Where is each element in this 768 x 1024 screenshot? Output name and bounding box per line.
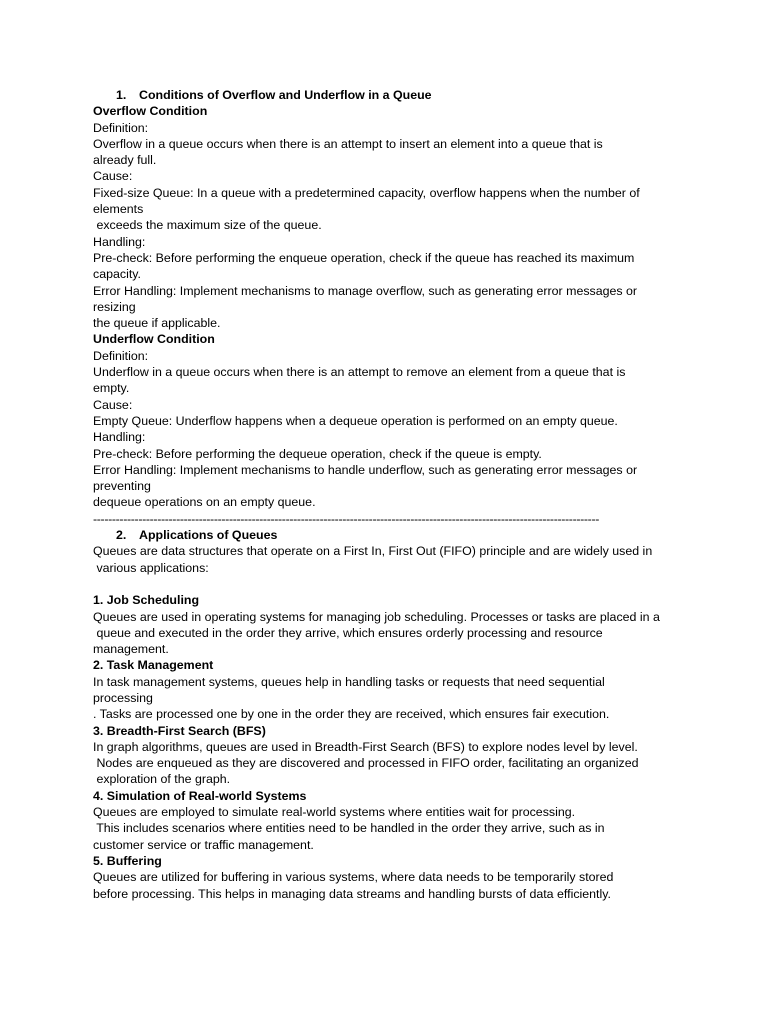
body-line: exploration of the graph.	[93, 772, 231, 787]
body-line: In graph algorithms, queues are used in Breadth-First Search (BFS) to explore nodes level by level.	[93, 739, 638, 754]
body-line: Definition:	[93, 348, 149, 363]
body-line: Error Handling: Implement mechanisms to handle underflow, such as generating error messages or	[93, 462, 638, 477]
body-line: Handling:	[93, 234, 146, 249]
section-1-number: 1.	[116, 88, 127, 102]
body-line: Empty Queue: Underflow happens when a dequeue operation is performed on an empty queue.	[93, 413, 618, 428]
body-line: the queue if applicable.	[93, 316, 221, 331]
application-item-bfs	[93, 723, 682, 788]
body-line: Pre-check: Before performing the enqueue operation, check if the queue has reached its maximum	[93, 250, 635, 265]
overflow-body	[93, 120, 682, 332]
application-item-task-management	[93, 657, 682, 722]
body-line: Fixed-size Queue: In a queue with a predetermined capacity, overflow happens when the number of	[93, 185, 640, 200]
intro-line: Queues are data structures that operate on a First In, First Out (FIFO) principle and are widely used in	[93, 544, 653, 559]
application-heading: 1. Job Scheduling	[93, 593, 200, 608]
body-line: dequeue operations on an empty queue.	[93, 495, 316, 510]
underflow-heading: Underflow Condition	[93, 332, 215, 347]
body-line: In task management systems, queues help in handling tasks or requests that need sequential	[93, 674, 605, 689]
body-line: preventing	[93, 479, 151, 494]
application-heading: 2. Task Management	[93, 658, 214, 673]
application-item-job-scheduling	[93, 592, 682, 657]
body-line: Queues are used in operating systems for managing job scheduling. Processes or tasks are placed in a	[93, 609, 660, 624]
body-line: Pre-check: Before performing the dequeue operation, check if the queue is empty.	[93, 446, 542, 461]
section-2-intro	[93, 543, 682, 576]
application-heading: 5. Buffering	[93, 853, 162, 868]
body-line: management.	[93, 642, 169, 657]
body-line: . Tasks are processed one by one in the order they are received, which ensures fair execution.	[93, 707, 610, 722]
section-1-heading	[93, 87, 682, 103]
body-line: Queues are employed to simulate real-world systems where entities wait for processing.	[93, 805, 576, 820]
body-line: empty.	[93, 381, 130, 396]
application-item-simulation	[93, 788, 682, 853]
body-line: queue and executed in the order they arrive, which ensures orderly processing and resource	[93, 625, 603, 640]
body-line: before processing. This helps in managing data streams and handling bursts of data efficiently.	[93, 886, 611, 901]
body-line: customer service or traffic management.	[93, 837, 314, 852]
application-heading: 3. Breadth-First Search (BFS)	[93, 723, 266, 738]
section-2-heading	[93, 527, 682, 543]
body-line: Cause:	[93, 169, 133, 184]
intro-line: various applications:	[93, 560, 209, 575]
body-line: This includes scenarios where entities need to be handled in the order they arrive, such as in	[93, 821, 605, 836]
body-line: exceeds the maximum size of the queue.	[93, 218, 322, 233]
underflow-body	[93, 348, 682, 511]
section-2-title: Applications of Queues	[139, 528, 278, 543]
overflow-heading: Overflow Condition	[93, 104, 208, 119]
body-line: Error Handling: Implement mechanisms to manage overflow, such as generating error messages or	[93, 283, 638, 298]
body-line: Nodes are enqueued as they are discovered and processed in FIFO order, facilitating an organized	[93, 756, 639, 771]
body-line: Definition:	[93, 120, 149, 135]
dashed-divider: --------------------------------------------------------------------------------------------------------------------------------------	[93, 511, 600, 526]
body-line: Underflow in a queue occurs when there is an attempt to remove an element from a queue that is	[93, 365, 626, 380]
body-line: Overflow in a queue occurs when there is an attempt to insert an element into a queue that is	[93, 136, 603, 151]
body-line: processing	[93, 690, 153, 705]
body-line: Handling:	[93, 430, 146, 445]
blank-line	[93, 576, 682, 592]
body-line: Cause:	[93, 397, 133, 412]
application-item-buffering	[93, 853, 682, 902]
section-2-number: 2.	[116, 528, 127, 543]
section-1-title: Conditions of Overflow and Underflow in a Queue	[139, 88, 432, 102]
body-line: elements	[93, 202, 144, 217]
body-line: resizing	[93, 299, 136, 314]
application-heading: 4. Simulation of Real-world Systems	[93, 788, 307, 803]
body-line: already full.	[93, 153, 157, 168]
body-line: Queues are utilized for buffering in various systems, where data needs to be temporarily stored	[93, 870, 614, 885]
body-line: capacity.	[93, 267, 141, 282]
